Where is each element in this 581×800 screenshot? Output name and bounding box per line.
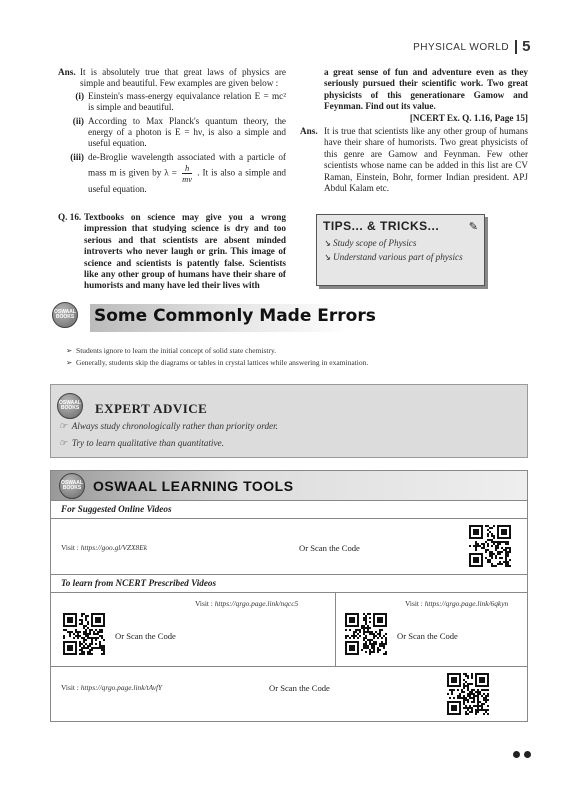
- ncert-reference: [NCERT Ex. Q. 1.16, Page 15]: [409, 112, 528, 123]
- item-text: Einstein's mass-energy equivalance relation E = mc² is simple and beautiful.: [88, 90, 286, 113]
- ans-intro: It is absolutely true that great laws of physics are simple and beautiful. Few examples are given below :: [80, 67, 286, 89]
- arrow-icon: ➢: [66, 346, 73, 355]
- advice-title: EXPERT ADVICE: [95, 401, 208, 416]
- ans-item: [66, 91, 286, 114]
- tip-text: Understand various part of physics: [333, 252, 463, 262]
- subheading-text: For Suggested Online Videos: [61, 504, 172, 514]
- question-label: Q. 16.: [58, 212, 82, 222]
- visit-label: Visit :: [405, 599, 423, 608]
- answer-left: [58, 67, 286, 196]
- badge-text: OSWAAL BOOKS: [54, 309, 76, 320]
- ans-right-text: It is true that scientists like any other group of humans have their share of humorists. Two great physicists of this genre are Gamow and Feynman. Few other scientists whose name can be added in this list are CV Raman, Einstein, Bohr, former Indian president. APJ Abdul Kalam etc.: [324, 126, 528, 194]
- scan-text: Or Scan the Code: [299, 543, 360, 553]
- arrow-icon: ➢: [66, 358, 73, 367]
- visit-url: https://goo.gl/VZX8Ek: [80, 543, 148, 552]
- scan-text: Or Scan the Code: [115, 631, 176, 641]
- video-row: [51, 667, 527, 723]
- advice-text: Always study chronologically rather than priority order.: [71, 421, 278, 431]
- tools-subheading: [51, 575, 527, 593]
- chapter-title: PHYSICAL WORLD: [413, 41, 510, 53]
- video-row: [51, 593, 527, 667]
- visit-link[interactable]: [61, 683, 162, 692]
- error-text: Generally, students skip the diagrams or tables in crystal lattices while answering in examination.: [76, 358, 369, 367]
- scan-text: Or Scan the Code: [397, 631, 458, 641]
- visit-label: Visit :: [61, 683, 79, 692]
- tip-item: [323, 252, 478, 263]
- errors-list: [66, 345, 526, 369]
- hand-pointer-icon: ☞: [59, 421, 68, 431]
- tips-title: TIPS... & TRICKS...: [323, 219, 440, 233]
- ans-item: [66, 152, 286, 196]
- fraction: [182, 163, 192, 184]
- subheading-text: To learn from NCERT Prescribed Videos: [61, 578, 217, 588]
- item-text: [88, 152, 286, 196]
- error-item: [66, 357, 526, 369]
- page-number: 5: [515, 40, 531, 54]
- item-key: (iii): [70, 151, 84, 162]
- visit-url: https://qrgo.page.link/nqcc5: [214, 599, 299, 608]
- column-divider: [335, 593, 336, 667]
- visit-label: Visit :: [61, 543, 79, 552]
- numerator: h: [182, 163, 192, 174]
- item-key: (i): [75, 90, 84, 101]
- item-text-b: . It is also a simple and useful equation.: [88, 167, 287, 195]
- denominator: mv: [182, 174, 193, 185]
- hand-pointer-icon: ☞: [59, 438, 68, 448]
- pen-icon: ✎: [468, 220, 478, 233]
- question-16: [58, 212, 286, 292]
- item-text-a: de-Broglie wavelength associated with a particle of mass m is given by λ =: [88, 151, 286, 178]
- item-text: According to Max Planck's quantum theory, the energy of a photon is E = hν, is also a simple and useful equation.: [88, 115, 286, 149]
- visit-url: https://qrgo.page.link/6qkyn: [424, 599, 509, 608]
- dot: [524, 751, 531, 758]
- page-header: [413, 40, 531, 54]
- dot: [513, 751, 520, 758]
- ans-label: Ans.: [58, 67, 76, 77]
- video-row: [51, 519, 527, 575]
- advice-text: Try to learn qualitative than quantitative.: [71, 438, 224, 448]
- oswaal-badge: [52, 302, 78, 328]
- expert-advice-box: [50, 384, 528, 458]
- item-key: (ii): [72, 115, 84, 126]
- tip-item: [323, 238, 478, 249]
- tools-title: OSWAAL LEARNING TOOLS: [93, 478, 294, 494]
- visit-link[interactable]: [195, 599, 298, 608]
- qr-code-icon[interactable]: [469, 525, 511, 567]
- scan-text: Or Scan the Code: [269, 683, 330, 693]
- advice-item: [59, 438, 224, 449]
- tick-icon: ↘: [323, 238, 331, 248]
- tools-header: [51, 471, 527, 501]
- visit-url: https://qrgo.page.link/tAvfY: [80, 683, 163, 692]
- oswaal-badge: [59, 473, 85, 499]
- badge-text: OSWAAL BOOKS: [59, 400, 81, 411]
- ans-label: Ans.: [300, 126, 318, 137]
- qr-code-icon[interactable]: [63, 613, 105, 655]
- learning-tools-box: [50, 470, 528, 722]
- errors-title: Some Commonly Made Errors: [94, 306, 376, 326]
- tick-icon: ↘: [323, 252, 331, 262]
- badge-text: OSWAAL BOOKS: [61, 480, 83, 491]
- qr-code-icon[interactable]: [447, 673, 489, 715]
- advice-item: [59, 421, 278, 432]
- tips-box: [316, 214, 485, 286]
- right-column: [300, 67, 528, 194]
- question-continued: a great sense of fun and adventure even as they seriously pursued their scientific work. Two great physicists of this generationare Gamow and Feynman. Find out its value.: [324, 67, 528, 112]
- page-dots: [513, 751, 531, 758]
- ans-item: [66, 116, 286, 150]
- tip-text: Study scope of Physics: [333, 238, 417, 248]
- error-text: Students ignore to learn the initial concept of solid state chemistry.: [76, 346, 277, 355]
- qr-code-icon[interactable]: [345, 613, 387, 655]
- visit-label: Visit :: [195, 599, 213, 608]
- tools-subheading: [51, 501, 527, 519]
- visit-link[interactable]: [405, 599, 508, 608]
- question-text: Textbooks on science may give you a wrong impression that studying science is dry and too serious and that scientists are absent minded introverts who never laugh or grin. This image of science and scientists is patently false. Scientists like any other group of humans have their share of humorists and many have led their lives with: [84, 212, 286, 291]
- oswaal-badge: [57, 393, 83, 419]
- visit-link[interactable]: [61, 543, 147, 552]
- error-item: [66, 345, 526, 357]
